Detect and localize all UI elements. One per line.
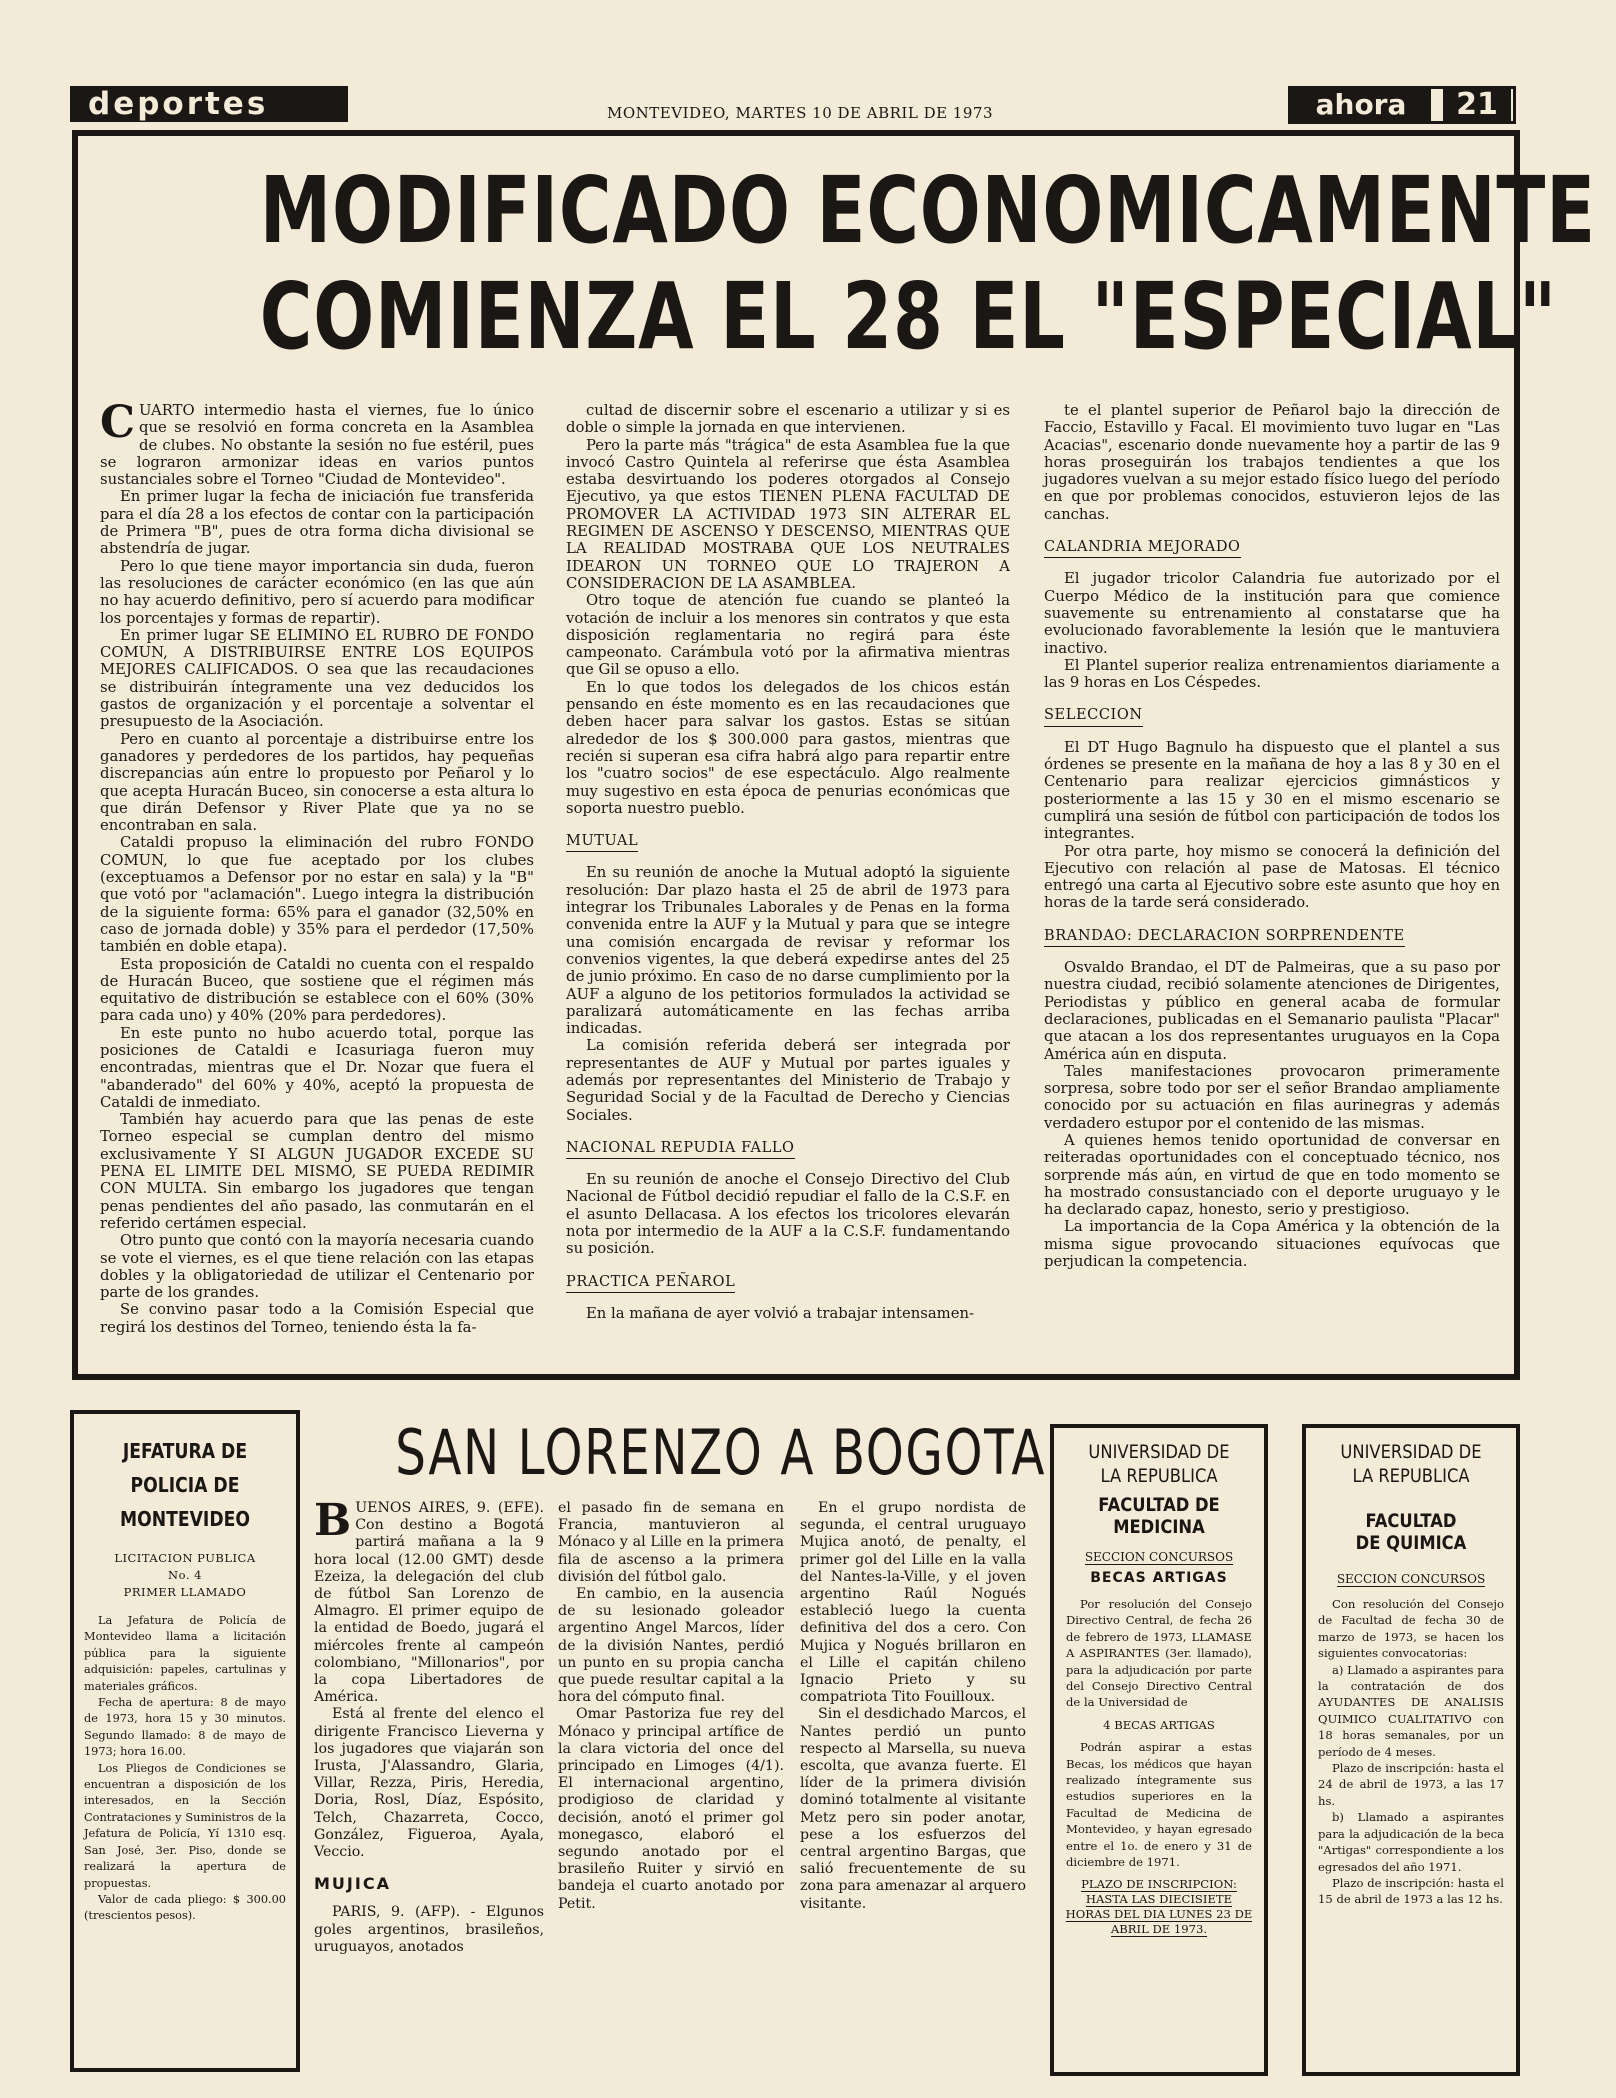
sanlorenzo-column-3 (800, 1500, 1026, 1913)
sanlorenzo-column-2 (558, 1500, 784, 1913)
section-heading-text: SECCION CONCURSOS (1336, 1572, 1486, 1586)
paragraph: PARIS, 9. (AFP). - Elgunos goles argentinos, brasileños, uruguayos, anotados (314, 1904, 544, 1955)
paragraph: La importancia de la Copa América y la obtención de la misma sigue provocando situaciones equívocas que perjudican la competencia. (1044, 1218, 1500, 1271)
title-line: LA REPUBLICA (1100, 1465, 1218, 1487)
section-label: deportes (70, 86, 348, 122)
licitacion-heading (74, 1550, 296, 1601)
quimica-notice (1302, 1424, 1520, 2076)
title-line: UNIVERSIDAD DE (1340, 1441, 1482, 1463)
policia-title-line: MONTEVIDEO (120, 1507, 250, 1531)
universidad-title (1321, 1440, 1502, 1488)
paragraph: el pasado fin de semana en Francia, mantuvieron al Mónaco y al Lille en la primera fila de ascenso a la primera división del fútbol galo. (558, 1500, 784, 1585)
licitacion-line: PRIMER LLAMADO (123, 1585, 247, 1599)
subheading-mujica: MUJICA (314, 1874, 391, 1894)
plazo-inscripcion (1054, 1877, 1264, 1937)
article-column-2 (566, 402, 1010, 1322)
paragraph: La Jefatura de Policía de Montevideo llama a licitación pública para la siguiente adquisición: papeles, cartulinas y materiales gráficos. (84, 1614, 286, 1693)
paragraph: te el plantel superior de Peñarol bajo la dirección de Faccio, Estavillo y Facal. El movimiento tuvo lugar en "Las Acacias", escenario donde nuevamente hoy a partir de las 9 horas proseguirán los trabajos tendientes a que los jugadores vuelvan a su mejor estado físico luego del período en que por problemas conocidos, estuvieron lejos de las canchas. (1044, 402, 1500, 523)
paragraph: Fecha de apertura: 8 de mayo de 1973, hora 15 y 30 minutos. Segundo llamado: 8 de mayo de 1973; hora 16.00. (84, 1696, 286, 1759)
article-column-1 (100, 397, 534, 1336)
main-headline (259, 157, 1596, 370)
paragraph: UARTO intermedio hasta el viernes, fue lo único que se resolvió en forma concreta en la Asamblea de clubes. No obstante la sesión no fue estéril, pues se lograron armonizar ideas en varios puntos sustanciales sobre el Torneo "Ciudad de Montevideo". (100, 402, 534, 489)
paragraph: El DT Hugo Bagnulo ha dispuesto que el plantel a sus órdenes se presente en la mañana de hoy a las 8 y 30 en el Centenario para realizar ejercicios gimnásticos y posteriormente a las 15 y 30 en el mismo escenario se cumplirá una sesión de fútbol con participación de todos los integrantes. (1044, 738, 1500, 843)
paragraph: 4 BECAS ARTIGAS (1103, 1717, 1215, 1732)
paragraph: Plazo de inscripción: hasta el 15 de abril de 1973 a las 12 hs. (1318, 1875, 1504, 1907)
medicina-notice (1050, 1424, 1268, 2076)
facultad-title (1321, 1510, 1502, 1554)
policia-title-line: POLICIA DE (130, 1473, 240, 1497)
subheading-brandao: BRANDAO: DECLARACION SORPRENDENTE (1044, 928, 1405, 947)
title-line: FACULTAD (1365, 1510, 1457, 1532)
paragraph: También hay acuerdo para que las penas de este Torneo especial se cumplan dentro del mismo exclusivamente Y SI ALGUN JUGADOR EXCEDE SU PENA EL LIMITE DEL MISMO, SE PUEDA REDIMIR CON MULTA. Sin embargo los jugadores que tengan penas pendientes del año pasado, las conmutarán en el referido certámen especial. (100, 1111, 534, 1232)
policia-title-line: JEFATURA DE (122, 1439, 248, 1463)
licitacion-line: No. 4 (168, 1568, 202, 1582)
policia-body (74, 1613, 296, 1925)
title-line: MEDICINA (1113, 1516, 1205, 1538)
section-heading-text: SECCION CONCURSOS (1084, 1550, 1234, 1564)
paragraph: En la mañana de ayer volvió a trabajar intensamen- (586, 1304, 974, 1322)
paragraph: Osvaldo Brandao, el DT de Palmeiras, que a su paso por nuestra ciudad, recibió solamente atenciones de Dirigentes, Periodistas y público en general acaba de formular declaraciones, publicadas en el Semanario paulista "Placar" que atacan a los dos representantes uruguayos en la Copa América aún en disputa. (1044, 959, 1500, 1063)
paragraph: Otro punto que contó con la mayoría necesaria cuando se vote el viernes, es el que tiene relación con las etapas dobles y la obligatoriedad de utilizar el Centenario por parte de los grandes. (100, 1232, 534, 1302)
drop-cap: B (314, 1495, 352, 1546)
quimica-body (1306, 1596, 1516, 1908)
paragraph: Pero en cuanto al porcentaje a distribuirse entre los ganadores y perdedores de los partidos, hay pequeñas discrepancias aún entre lo propuesto por Peñarol y lo que acepta Huracán Buceo, sin conocerse a esta altura lo que dirán Defensor y River Plate que ya no se encontraban en sala. (100, 730, 534, 835)
paragraph: Otro toque de atención fue cuando se planteó la votación de incluir a los menores sin contratos y que esta disposición reglamentaria no regirá para éste campeonato. Carámbula votó por la afirmativa mientras que Gil se opuso a ello. (566, 592, 1010, 679)
paragraph: Tales manifestaciones provocaron primeramente sorpresa, sobre todo por ser el señor Brandao ampliamente conocido por su actuación en filas aurinegras y además verdadero estupor por el contenido de las mismas. (1044, 1062, 1500, 1132)
paragraph: En primer lugar SE ELIMINO EL RUBRO DE FONDO COMUN, A DISTRIBUIRSE ENTRE LOS EQUIPOS MEJORES CALIFICADOS. O sea que las recaudaciones se distribuirán íntegramente una vez deducidos los gastos de organización y el porcentaje a solventar el presupuesto de la Asociación. (100, 626, 534, 731)
universidad-title (1069, 1440, 1250, 1488)
facultad-title (1069, 1494, 1250, 1538)
paragraph: En cambio, en la ausencia de su lesionado goleador argentino Angel Marcos, líder de la división Nantes, perdió un punto en su propia cancha que puede resultar capital a la hora del cómputo final. (558, 1586, 784, 1706)
sanlorenzo-headline: SAN LORENZO A BOGOTA (395, 1416, 1047, 1489)
paragraph: Por otra parte, hoy mismo se conocerá la definición del Ejecutivo con relación al pase de Matosas. El técnico entregó una carta al Ejecutivo sobre este asunto que hoy en horas de la tarde será considerado. (1044, 842, 1500, 912)
paragraph: La comisión referida deberá ser integrada por representantes de AUF y Mutual por partes iguales y además por representantes del Ministerio de Trabajo y Seguridad Social y de la Facultad de Derecho y Ciencias Sociales. (566, 1037, 1010, 1124)
paragraph: Podrán aspirar a estas Becas, los médicos que hayan realizado íntegramente sus estudios superiores en la Facultad de Medicina de Montevideo, y hayan egresado entre el 1o. de enero y 31 de diciembre de 1971. (1066, 1740, 1252, 1870)
becas-heading: BECAS ARTIGAS (1090, 1570, 1228, 1586)
paragraph: b) Llamado a aspirantes para la adjudicación de la beca "Artigas" correspondiente a los egresados del año 1971. (1318, 1810, 1504, 1874)
medicina-body (1054, 1596, 1264, 1871)
title-line: FACULTAD DE (1098, 1494, 1220, 1516)
paragraph: En su reunión de anoche el Consejo Directivo del Club Nacional de Fútbol decidió repudiar el fallo de la C.S.F. en el asunto Dellacasa. A los efectos los tricolores elevarán nota por intermedio de la AUF a la C.S.F. fundamentando su posición. (566, 1171, 1010, 1258)
masthead-badge (1288, 86, 1516, 124)
paragraph: Esta proposición de Cataldi no cuenta con el respaldo de Huracán Buceo, que sostiene que el régimen más equitativo de distribución se establece con el 60% (30% para cada uno) y 40% (20% para perdedores). (100, 955, 534, 1025)
paragraph: Los Pliegos de Condiciones se encuentran a disposición de los interesados, en la Sección Contrataciones y Suministros de la Jefatura de Policía, Yí 1310 esq. San José, 3er. Piso, donde se realizará la apertura de propuestas. (84, 1761, 286, 1890)
drop-cap: C (100, 397, 136, 448)
paragraph: a) Llamado a aspirantes para la contratación de dos AYUDANTES DE ANALISIS QUIMICO CUALITATIVO con 18 horas semanales, por un período de 4 meses. (1318, 1662, 1504, 1759)
article-column-3 (1044, 402, 1500, 1270)
paragraph: Por resolución del Consejo Directivo Central, de fecha 26 de febrero de 1973, LLAMASE A ASPIRANTES (3er. llamado), para la adjudicación por parte del Consejo Directivo Central de la Universidad de (1066, 1597, 1252, 1710)
paper-name: ahora (1291, 89, 1431, 121)
subheading-nacional: NACIONAL REPUDIA FALLO (566, 1140, 795, 1159)
paragraph: En lo que todos los delegados de los chicos están pensando en éste momento es en las recaudaciones que deben hacer para salvar los gastos. Estas se sitúan alrededor de los $ 300.000 para gastos, mientras que recién si superan esa cifra habrá algo para repartir entre los "cuatro socios" de ese espectáculo. Algo realmente muy sugestivo en esta época de penurias económicas que soporta nuestro pueblo. (566, 678, 1010, 817)
paragraph: En primer lugar la fecha de iniciación fue transferida para el día 28 a los efectos de contar con la participación de Primera "B", pues de otra forma dicha divisional se abstendría de jugar. (100, 488, 534, 558)
subheading-calandria: CALANDRIA MEJORADO (1044, 539, 1241, 558)
issue-date: MONTEVIDEO, MARTES 10 DE ABRIL DE 1973 (607, 104, 993, 122)
headline-line-2: COMIENZA EL 28 EL "ESPECIAL" (259, 263, 1558, 370)
paragraph: Cataldi propuso la eliminación del rubro FONDO COMUN, lo que fue aceptado por los clubes (exceptuamos a Defensor por no estar en sala) y la "B" que votó por "aclamación". Luego integra la distribución de la siguiente forma: 65% para el ganador (32,50% en caso de jornada doble) y 35% para el perdedor (17,50% también en doble etapa). (100, 834, 534, 956)
paragraph: Se convino pasar todo a la Comisión Especial que regirá los destinos del Torneo, teniendo ésta la fa- (100, 1301, 534, 1336)
paragraph: Pero lo que tiene mayor importancia sin duda, fueron las resoluciones de carácter económico (en las que aún no hay acuerdo definitivo, pero sí acuerdo para modificar los porcentajes y formas de repartir). (100, 557, 534, 627)
subheading-mutual: MUTUAL (566, 833, 638, 852)
paragraph: Pero la parte más "trágica" de esta Asamblea fue la que invocó Castro Quintela al referirse que ésta Asamblea estaba desvirtuando los poderes otorgados al Consejo Ejecutivo, ya que estos TIENEN PLENA FACULTAD DE PROMOVER LA ACTIVIDAD 1973 SIN ALTERAR EL REGIMEN DE ASCENSO Y DESCENSO, MIENTRAS QUE LA REALIDAD MOSTRABA QUE LOS NEUTRALES IDEARON UN TORNEO QUE LO TRAJERON A CONSIDERACION DE LA ASAMBLEA. (566, 436, 1010, 592)
section-heading (1306, 1572, 1516, 1586)
paragraph: El Plantel superior realiza entrenamientos diariamente a las 9 horas en Los Céspedes. (1044, 656, 1500, 692)
paragraph: Sin el desdichado Marcos, el Nantes perdió un punto respecto al Marsella, su nueva escolta, que avanza fuerte. El líder de la primera división dominó totalmente al visitante Metz pero sin poder anotar, pese a los esfuerzos del central argentino Bargas, que salió frecuentemente de su zona para amenazar al arquero visitante. (800, 1706, 1026, 1912)
subheading-seleccion: SELECCION (1044, 707, 1143, 726)
title-line: UNIVERSIDAD DE (1088, 1441, 1230, 1463)
paragraph: A quienes hemos tenido oportunidad de conversar en reiteradas oportunidades con el conceptuado técnico, nos sorprende más aún, en virtud de que en todo momento se ha mostrado consustanciado con el deporte uruguayo y le ha declarado capaz, honesto, serio y prestigioso. (1044, 1131, 1500, 1219)
section-heading (1054, 1550, 1264, 1564)
paragraph: En su reunión de anoche la Mutual adoptó la siguiente resolución: Dar plazo hasta el 25 de abril de 1973 para integrar los Tribunales Laborales y de Penas en la forma convenida entre la AUF y la Mutual y para que se integre una comisión encargada de revisar y reformar los convenios vigentes, la que deberá expedirse antes del 25 de junio próximo. En caso de no darse cumplimiento por la AUF a alguno de los petitorios formulados la actividad se paralizará automáticamente en las fechas arriba indicadas. (566, 864, 1010, 1038)
paragraph: Está al frente del elenco el dirigente Francisco Lieverna y los jugadores que viajarán son Irusta, J'Alassandro, Glaria, Villar, Rezza, Piris, Heredia, Doria, Rosl, Díaz, Espósito, Telch, Chazarreta, Cocco, González, Figueroa, Ayala, Veccio. (314, 1706, 544, 1861)
paragraph: En este punto no hubo acuerdo total, porque las posiciones de Cataldi e Icasuriaga fueron muy encontradas, mientras que el Dr. Nozar que fuera el "abanderado" del 60% y 40%, aceptó la propuesta de Cataldi de inmediato. (100, 1024, 534, 1111)
licitacion-line: LICITACION PUBLICA (114, 1551, 256, 1565)
title-line: DE QUIMICA (1355, 1532, 1467, 1554)
paragraph: El jugador tricolor Calandria fue autorizado por el Cuerpo Médico de la institución para que comience suavemente su entrenamiento al constatarse que ha evolucionado favorablemente la lesión que le mantuviera inactivo. (1044, 570, 1500, 657)
sanlorenzo-column-1 (314, 1495, 544, 1956)
page-number: 21 (1443, 89, 1511, 121)
headline-line-1: MODIFICADO ECONOMICAMENTE (259, 157, 1596, 264)
policia-notice (70, 1410, 300, 2072)
policia-title (90, 1434, 281, 1536)
paragraph: Valor de cada pliego: $ 300.00 (trescientos pesos). (84, 1892, 286, 1923)
subheading-penarol: PRACTICA PEÑAROL (566, 1274, 735, 1293)
paragraph: cultad de discernir sobre el escenario a utilizar y si es doble o simple la jornada en que intervienen. (566, 402, 1010, 437)
paragraph: UENOS AIRES, 9. (EFE). Con destino a Bogotá partirá mañana a la 9 hora local (12.00 GMT) desde Ezeiza, la delegación del club de fútbol San Lorenzo de Almagro. El primer equipo de la entidad de Boedo, jugará el miércoles frente al campeón colombiano, "Millonarios", por la copa Libertadores de América. (314, 1500, 544, 1706)
title-line: LA REPUBLICA (1352, 1465, 1470, 1487)
paragraph: Plazo de inscripción: hasta el 24 de abril de 1973, a las 17 hs. (1318, 1761, 1504, 1808)
paragraph: En el grupo nordista de segunda, el central uruguayo Mujica anotó, de penalty, el primer gol del Lille en la valla del Nantes-la-Ville, y el joven argentino Raúl Nogués estableció luego la cuenta definitiva del dos a cero. Con Mujica y Nogués brillaron en el Lille el capitán chileno Ignacio Prieto y su compatriota Tito Fouilloux. (800, 1500, 1026, 1706)
paragraph: Omar Pastoriza fue rey del Mónaco y principal artífice de la clara victoria del once del principado en Limoges (4/1). El internacional argentino, prodigioso de claridad y decisión, anotó el primer gol monegasco, elaboró el segundo anotado por el brasileño Ruiter y sirvió en bandeja el cuarto anotado por Petit. (558, 1706, 784, 1912)
paragraph: Con resolución del Consejo de Facultad de fecha 30 de marzo de 1973, se hacen los siguientes convocatorias: (1318, 1597, 1504, 1661)
plazo-text: PLAZO DE INSCRIPCION: HASTA LAS DIECISIETE HORAS DEL DIA LUNES 23 DE ABRIL DE 1973. (1065, 1876, 1253, 1936)
